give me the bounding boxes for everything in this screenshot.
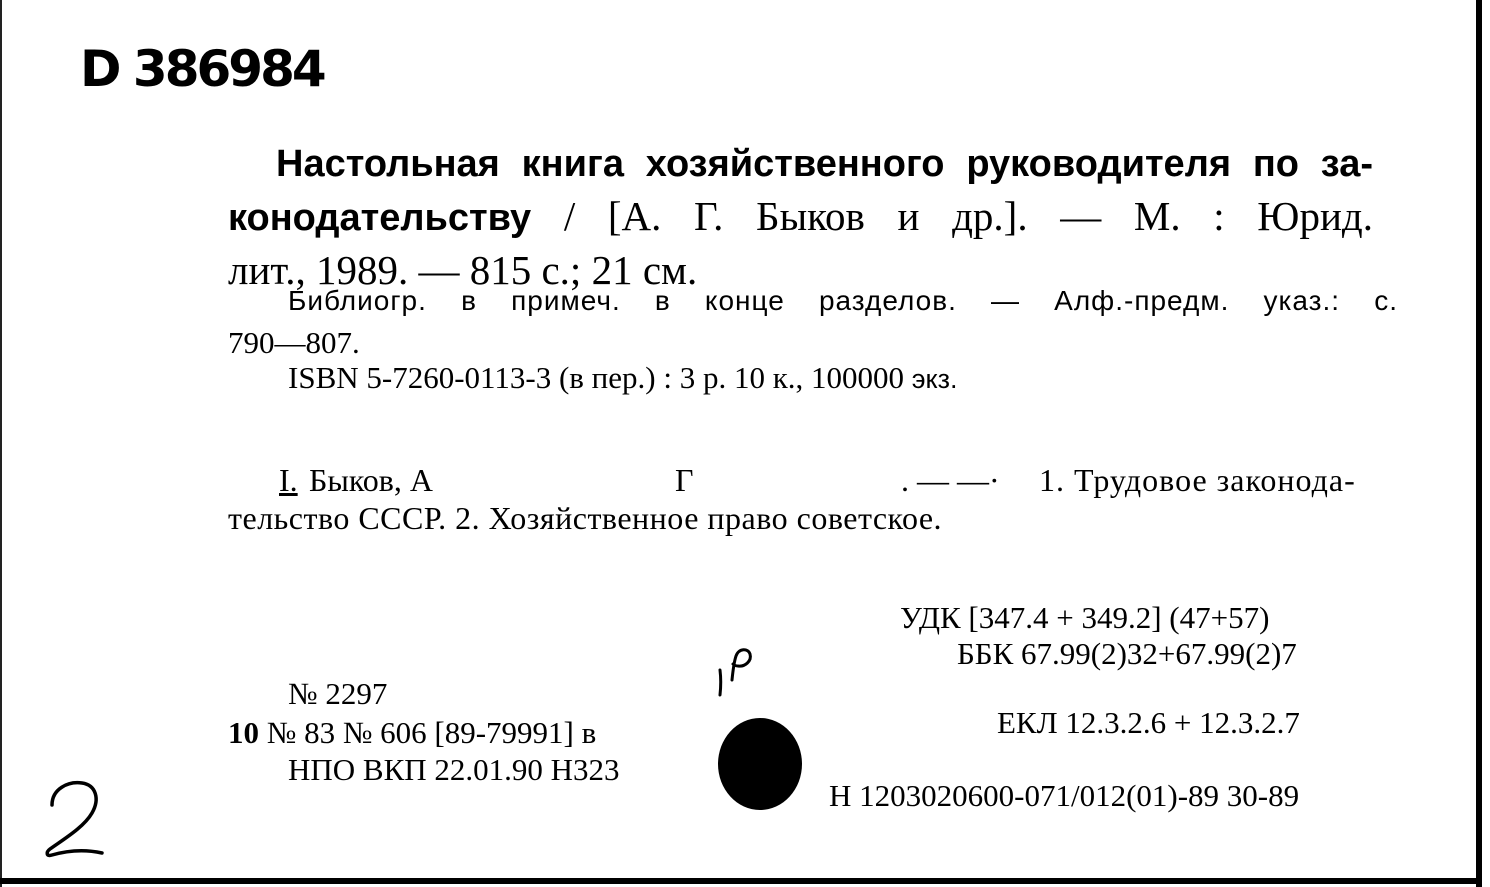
subject-line-2: тельство СССР. 2. Хозяйственное право советское. (228, 500, 943, 536)
title-bold-line: Настольная книга хозяйственного руководителя по за- (276, 143, 1373, 185)
notes-line-1: Библиогр. в примеч. в конце разделов. — Алф.-предм. указ.: с. (288, 285, 1398, 316)
udk-code: УДК [347.4 + 349.2] (47+57) (900, 600, 1270, 635)
ekl-code: ЕКЛ 12.3.2.6 + 12.3.2.7 (997, 705, 1300, 740)
title-line-3: лит., 1989. — 815 с.; 21 см. (228, 247, 698, 293)
catalog-number: D 386984 (80, 40, 324, 98)
handwritten-mark-corner (38, 775, 118, 870)
h-code: Н 1203020600-071/012(01)-89 30-89 (829, 778, 1300, 813)
handwritten-mark-top (712, 640, 762, 705)
print-line (228, 715, 596, 751)
notes-line-2: 790—807. (228, 325, 360, 360)
subject-initial: Г (675, 462, 694, 498)
card-bottom-border (0, 878, 1482, 884)
bbk-code: ББК 67.99(2)32+67.99(2)7 (957, 636, 1297, 671)
isbn-copies: экз. (911, 364, 958, 394)
npo-line: НПО ВКП 22.01.90 Н323 (288, 752, 620, 787)
print-line-bold: 10 (228, 715, 259, 750)
punch-hole (718, 718, 802, 810)
subject-roman-numeral: I. (279, 462, 298, 498)
isbn-line (288, 360, 958, 396)
title-line-2 (228, 190, 1373, 244)
print-line-rest: № 83 № 606 [89-79991] в (259, 715, 597, 750)
subject-author: Быков, А (309, 462, 434, 498)
title-responsibility: / [А. Г. Быков и др.]. — М. : Юрид. (531, 193, 1373, 239)
subject-dashes: . — —· (901, 462, 1000, 498)
isbn-main: ISBN 5-7260-0113-3 (в пер.) : 3 р. 10 к., 100000 (288, 360, 905, 395)
title-bold-continuation: конодательству (228, 197, 532, 239)
card-right-border (1476, 0, 1482, 887)
subject-headings: 1. Трудовое законода- (1039, 462, 1356, 498)
card-left-edge (0, 0, 2, 887)
order-number: № 2297 (288, 676, 388, 711)
bibliographic-title (228, 138, 1373, 296)
